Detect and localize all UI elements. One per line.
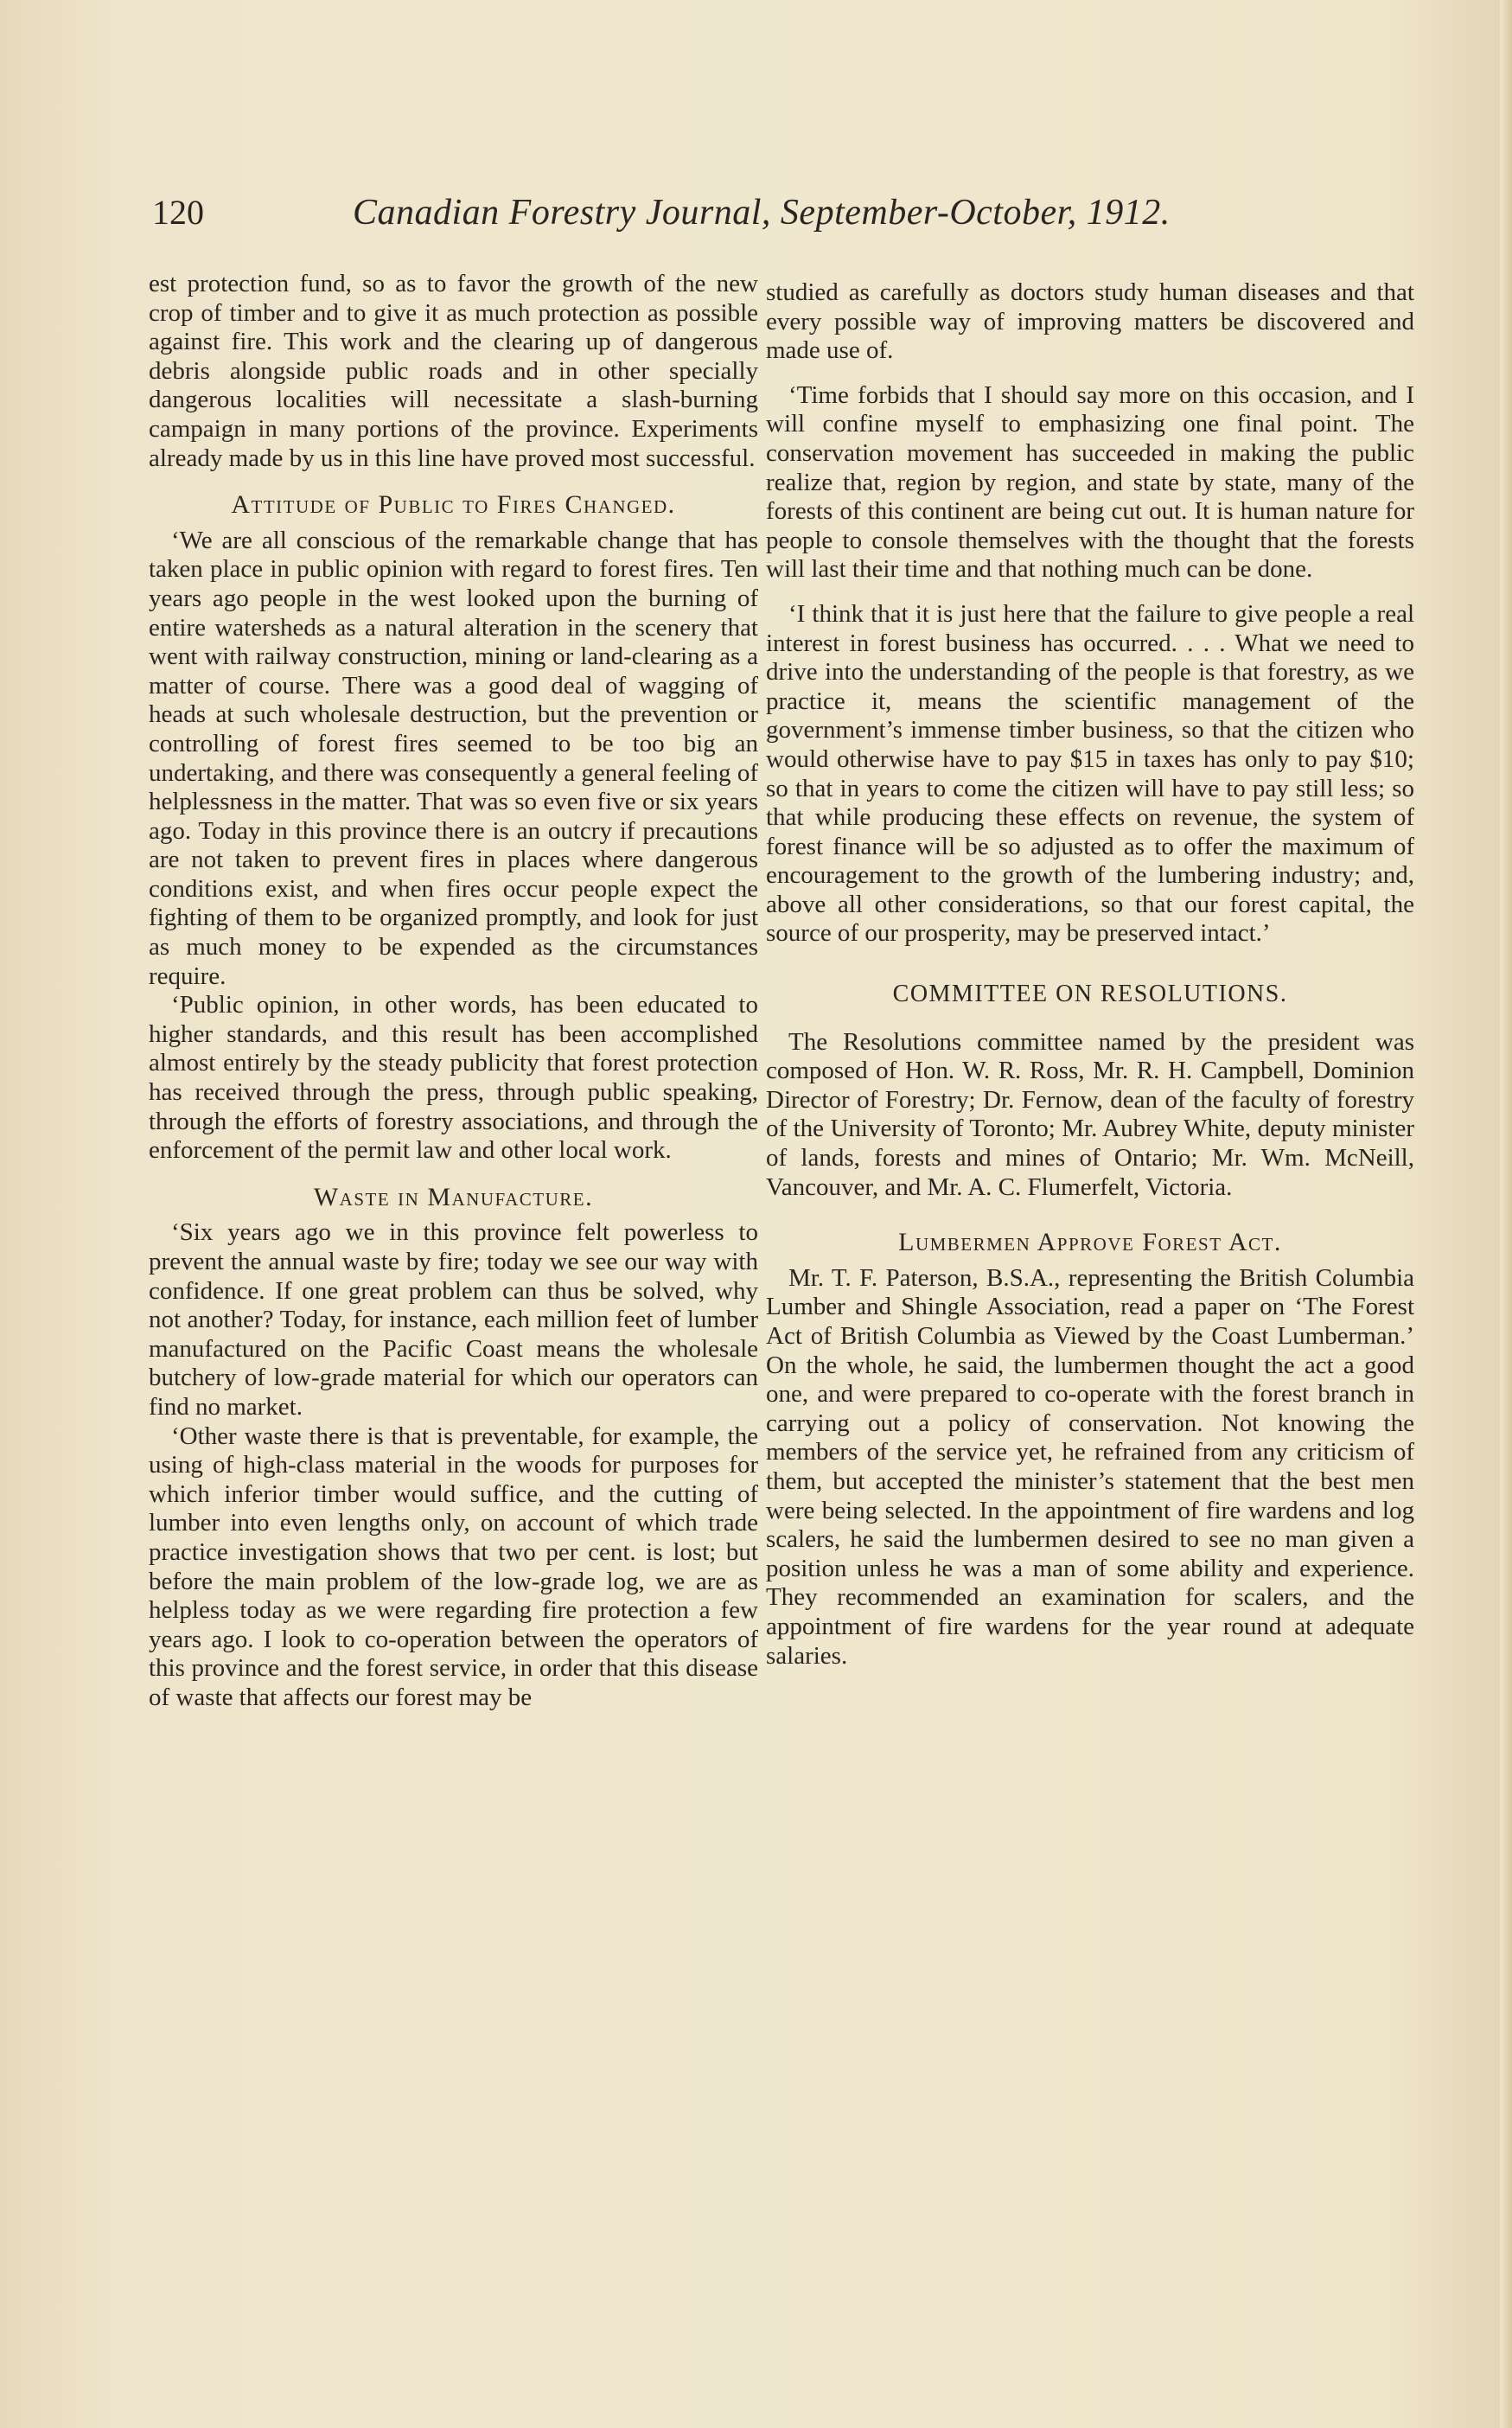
paragraph: ‘I think that it is just here that the failure to give people a real interest in forest business has occurred. . . . What we need to drive into the understanding of the people is that forestry, as we practice it, means the scientific management of the government’s immense timber business, so that the citizen who would otherwise have to pay $15 in taxes has only to pay $10; so that in years to come the citizen will have to pay still less; so that while producing these effects on revenue, the system of forest finance will be so adjusted as to offer the maximum of encouragement to the growth of the lumbering industry; and, above all other considerations, so that our forest capital, the source of our prosperity, may be preserved intact.’ — [766, 599, 1414, 948]
section-heading: Lumbermen Approve Forest Act. — [898, 1228, 1282, 1257]
section-heading: Waste in Manufacture. — [313, 1182, 594, 1211]
running-head: Canadian Forestry Journal, September-October, 1912. — [353, 193, 1171, 233]
left-column — [149, 270, 758, 2293]
paragraph: ‘Public opinion, in other words, has been educated to higher standards, and this result has been accomplished almost entirely by the steady publicity that forest protection has received through the press, through public speaking, through the efforts of forestry associations, and through the enforcement of the permit law and other local work. — [149, 991, 758, 1165]
paragraph: ‘We are all conscious of the remarkable change that has taken place in public opinion with regard to forest fires. Ten years ago people in the west looked upon the burning of entire watersheds as a natural alteration in the scenery that went with railway construction, mining or land-clearing as a matter of course. There was a good deal of wagging of heads at such wholesale destruction, but the prevention or controlling of forest fires seemed to be too big an undertaking, and there was consequently a general feeling of helplessness in the matter. That was so even five or six years ago. Today in this province there is an outcry if precautions are not taken to prevent fires in places where dangerous conditions exist, and when fires occur people expect the fighting of them to be organized promptly, and look for just as much money to be expended as the circumstances require. — [149, 526, 758, 990]
paragraph: Mr. T. F. Paterson, B.S.A., representing the British Columbia Lumber and Shingle Association, read a paper on ‘The Forest Act of British Columbia as Viewed by the Coast Lumberman.’ On the whole, he said, the lumbermen thought the act a good one, and were prepared to co-operate with the forest branch in carrying out a policy of conservation. Not knowing the members of the service yet, he refrained from any criticism of them, but accepted the minister’s statement that the best men were being selected. In the appointment of fire wardens and log scalers, he said the lumbermen desired to see no man given a position unless he was a man of some ability and experience. They recommended an examination for scalers, and the appointment of fire wardens for the year round at adequate salaries. — [766, 1263, 1414, 1670]
paragraph: ‘Other waste there is that is preventable, for example, the using of high-class material in the woods for purposes for which inferior timber would suffice, and the cutting of lumber into even lengths only, on account of which trade practice investigation shows that two per cent. is lost; but before the main problem of the low-grade log, we are as helpless today as we were regarding fire protection a few years ago. I look to co-operation between the operators of this province and the forest service, in order that this disease of waste that affects our forest may be — [149, 1422, 758, 1711]
paragraph: est protection fund, so as to favor the growth of the new crop of timber and to give it as much protection as possible against fire. This work and the clearing up of dangerous debris alongside public roads and in other specially dangerous localities will necessitate a slash-burning campaign in many portions of the province. Experiments already made by us in this line have proved most successful. — [149, 270, 758, 472]
page-number: 120 — [152, 193, 204, 232]
right-column — [766, 278, 1414, 2302]
paragraph: ‘Time forbids that I should say more on this occasion, and I will confine myself to emphasizing one final point. The conservation movement has succeeded in making the public realize that, region by region, and state by state, many of the forests of this continent are being cut out. It is human nature for people to console themselves with the thought that the forests will last their time and that nothing much can be done. — [766, 380, 1414, 584]
paragraph: ‘Six years ago we in this province felt powerless to prevent the annual waste by fire; today we see our way with confidence. If one great problem can thus be solved, why not another? Today, for instance, each million feet of lumber manufactured on the Pacific Coast means the wholesale butchery of low-grade material for which our operators can find no market. — [149, 1218, 758, 1421]
page-edge — [1500, 0, 1512, 2428]
paragraph: The Resolutions committee named by the president was composed of Hon. W. R. Ross, Mr. R. H. Campbell, Dominion Director of Forestry; Dr. Fernow, dean of the faculty of forestry of the University of Toronto; Mr. Aubrey White, deputy minister of lands, forests and mines of Ontario; Mr. Wm. McNeill, Vancouver, and Mr. A. C. Flumerfelt, Victoria. — [766, 1027, 1414, 1201]
paragraph: studied as carefully as doctors study human diseases and that every possible way of improving matters be discovered and made use of. — [766, 278, 1414, 365]
section-heading: Attitude of Public to Fires Changed. — [231, 490, 676, 520]
section-heading: COMMITTEE ON RESOLUTIONS. — [892, 981, 1288, 1008]
page-header — [152, 192, 1233, 244]
